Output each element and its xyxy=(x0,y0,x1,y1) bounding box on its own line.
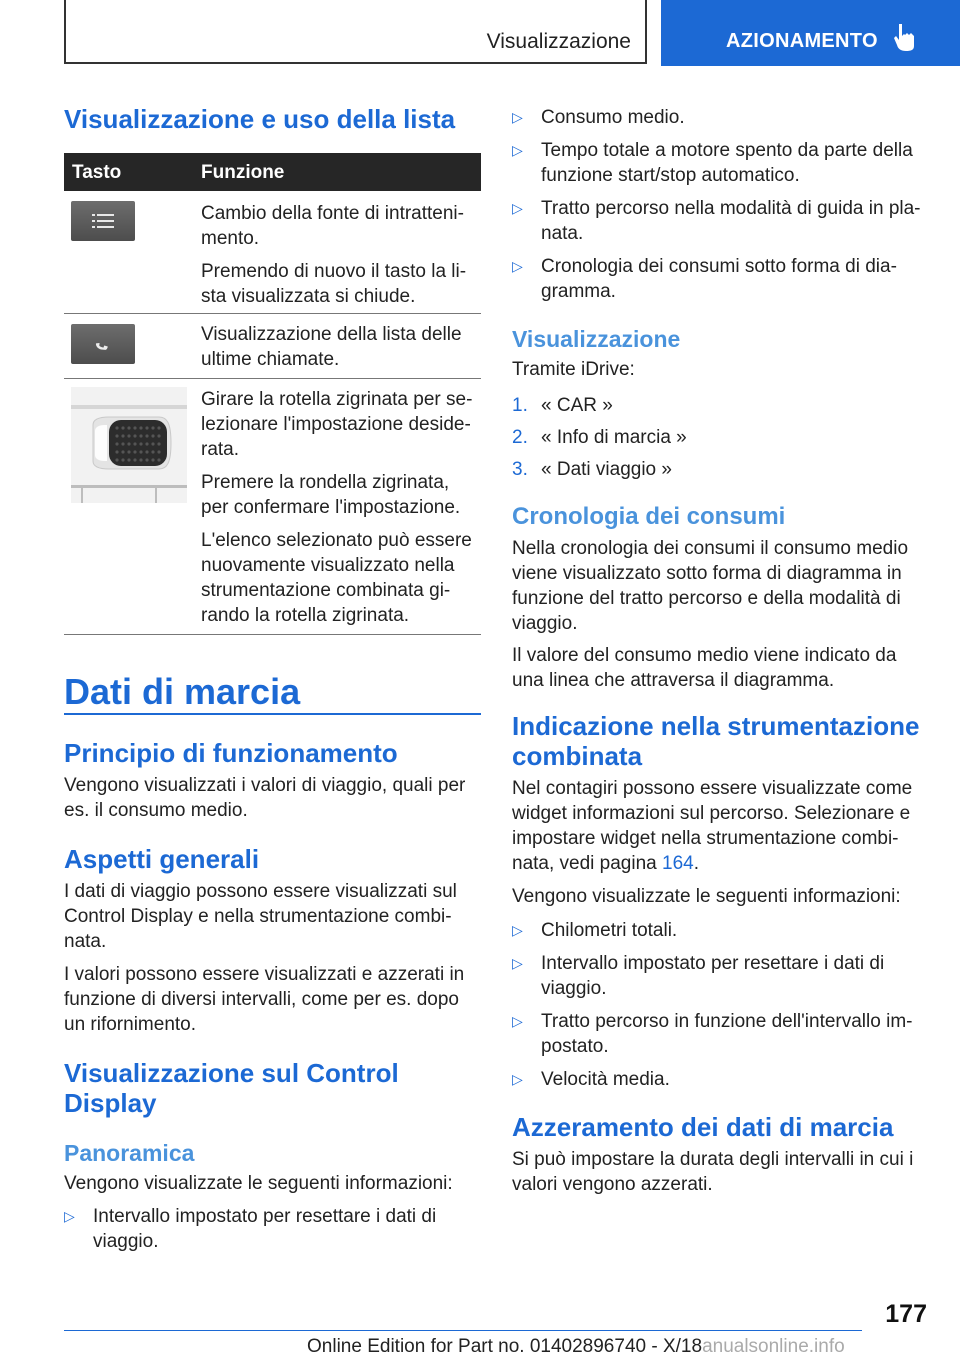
overview-heading: Panoramica xyxy=(64,1140,195,1166)
cluster-heading: Indicazione nella strumentazione combinata xyxy=(512,711,920,771)
footer-rule xyxy=(64,1330,862,1331)
footer-text xyxy=(307,1336,845,1358)
cluster-p1-end: . xyxy=(693,853,699,874)
page-link[interactable]: 164 xyxy=(662,853,694,874)
list-item: ▷ Chilometri totali. xyxy=(512,918,926,943)
chapter-rule xyxy=(64,713,481,715)
cd-heading: Visualizzazione sul Control Display xyxy=(64,1058,399,1118)
display-text: Tramite iDrive: xyxy=(512,359,635,380)
function-table xyxy=(64,153,481,635)
hand-pointer-icon xyxy=(893,22,919,52)
table-row xyxy=(64,379,481,635)
edition-text: Online Edition for Part no. 01402896740 - X/18 xyxy=(307,1336,703,1357)
reset-text: Si può impostare la durata degli intervalli in cui i valori vengono azzerati. xyxy=(512,1149,914,1195)
cell-line: Cambio della fonte di intratteni-mento. xyxy=(201,203,464,249)
display-heading: Visualizzazione xyxy=(512,326,681,352)
step-number: 1. xyxy=(512,395,528,416)
cluster-p2: Vengono visualizzate le seguenti informazioni: xyxy=(512,886,901,907)
step-number: 2. xyxy=(512,427,528,448)
list-item: ▷ Tratto percorso nella modalità di guida in pla-nata. xyxy=(512,196,926,246)
row-text xyxy=(201,387,481,628)
step-item xyxy=(512,457,926,482)
table-header xyxy=(64,153,481,191)
list-item: ▷ Velocità media. xyxy=(512,1067,926,1092)
cell-line: Premere la rondella zigrinata, per confermare l'impostazione. xyxy=(201,472,461,518)
history-heading: Cronologia dei consumi xyxy=(512,503,786,530)
list-item: ▷ Intervallo impostato per resettare i dati di viaggio. xyxy=(512,951,926,1001)
overview-text: Vengono visualizzate le seguenti informazioni: xyxy=(64,1173,453,1194)
col-func-header: Funzione xyxy=(201,162,285,183)
general-p1: I dati di viaggio possono essere visualizzati sul Control Display e nella strumentazione combi-nata. xyxy=(64,881,457,952)
list-item: ▷ Intervallo impostato per resettare i dati di viaggio. xyxy=(64,1204,481,1254)
cell-line: Visualizzazione della lista delle ultime chiamate. xyxy=(201,324,462,370)
row-text xyxy=(201,201,481,309)
step-text: « Info di marcia » xyxy=(541,427,687,448)
thumbwheel-icon xyxy=(71,387,187,503)
list-item: ▷ Consumo medio. xyxy=(512,105,926,130)
step-number: 3. xyxy=(512,459,528,480)
general-heading: Aspetti generali xyxy=(64,844,260,874)
history-p2: Il valore del consumo medio viene indicato da una linea che attraversa il diagramma. xyxy=(512,645,897,691)
principle-heading: Principio di funzionamento xyxy=(64,738,398,768)
cell-line: L'elenco selezionato può essere nuovamente visualizzato nella strumentazione combinata gi-rando la rotella zigrinata. xyxy=(201,530,472,626)
cell-line: Premendo di nuovo il tasto la li-sta visualizzata si chiude. xyxy=(201,261,467,307)
list-heading: Visualizzazione e uso della lista xyxy=(64,104,456,134)
principle-text: Vengono visualizzati i valori di viaggio, quali per es. il consumo medio. xyxy=(64,775,466,821)
chapter-title: Dati di marcia xyxy=(64,671,301,712)
list-item: ▷ Tratto percorso in funzione dell'intervallo im-postato. xyxy=(512,1009,926,1059)
cell-line: Girare la rotella zigrinata per se-lezionare l'impostazione deside-rata. xyxy=(201,389,473,460)
section-title: Visualizzazione xyxy=(486,30,631,53)
general-p2: I valori possono essere visualizzati e azzerati in funzione di diversi intervalli, come per es. dopo un rifornimento. xyxy=(64,964,465,1035)
table-row xyxy=(64,191,481,314)
watermark-text: anualsonline.info xyxy=(702,1336,845,1357)
list-item: ▷ Cronologia dei consumi sotto forma di dia-gramma. xyxy=(512,254,926,304)
chapter-label: AZIONAMENTO xyxy=(726,30,878,52)
list-icon xyxy=(71,201,135,241)
page-number: 177 xyxy=(885,1300,927,1328)
step-item xyxy=(512,425,926,450)
row-text xyxy=(201,322,481,372)
cluster-p1 xyxy=(512,776,926,876)
history-p1: Nella cronologia dei consumi il consumo medio viene visualizzato sotto forma di diagramma in funzione del tratto percorso e della modalità di viaggio. xyxy=(512,538,909,634)
table-row xyxy=(64,314,481,379)
right-body xyxy=(512,105,926,1197)
step-text: « Dati viaggio » xyxy=(541,459,672,480)
reset-heading: Azzeramento dei dati di marcia xyxy=(512,1112,894,1142)
left-body xyxy=(64,738,481,1254)
step-item xyxy=(512,393,926,418)
step-text: « CAR » xyxy=(541,395,613,416)
chapter-tab xyxy=(661,0,960,66)
list-item: ▷ Tempo totale a motore spento da parte della funzione start/stop automatico. xyxy=(512,138,926,188)
cluster-p1-text: Nel contagiri possono essere visualizzate come widget informazioni sul percorso. Selezionare e impostare widget nella strumentazione combi-nata, vedi pagina xyxy=(512,778,913,874)
header-left-frame xyxy=(64,0,647,64)
phone-icon xyxy=(71,324,135,364)
col-key-header: Tasto xyxy=(72,162,122,183)
